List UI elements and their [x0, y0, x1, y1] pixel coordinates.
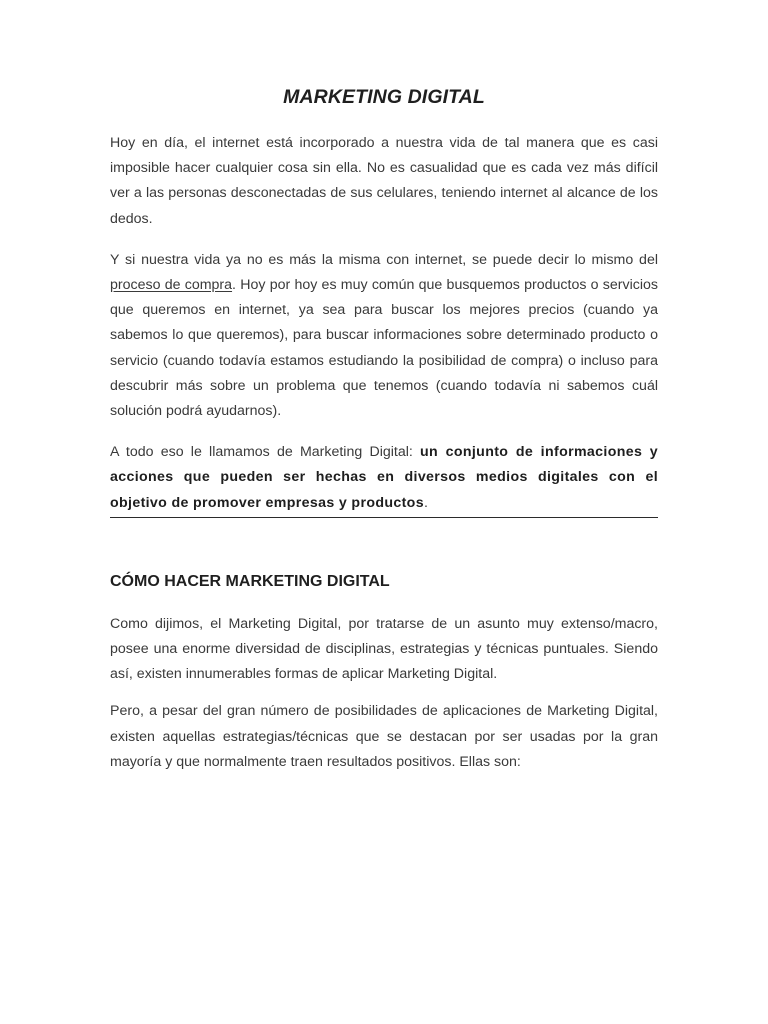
purchase-process-link[interactable]: proceso de compra: [110, 277, 233, 294]
paragraph-disciplines: Como dijimos, el Marketing Digital, por tratarse de un asunto muy extenso/macro, posee una enorme diversidad de disciplinas, estrategias y técnicas puntuales. Siendo así, existen innumerables formas de aplicar Marketing Digital.: [110, 615, 658, 683]
definition-underline-rule: [110, 517, 658, 518]
paragraph-intro: Hoy en día, el internet está incorporado a nuestra vida de tal manera que es casi imposible hacer cualquier cosa sin ella. No es casualidad que es cada vez más difícil ver a las personas desconectadas de sus celulares, teniendo internet al alcance de los dedos.: [110, 135, 658, 227]
document-page: [110, 0, 658, 775]
definition-bold-text: un conjunto de informaciones y acciones que pueden ser hechas en diversos medios digitales con el objetivo de promover empresas y productos: [110, 444, 659, 511]
definition-period: .: [423, 494, 428, 511]
paragraph-purchase-text-start: Y si nuestra vida ya no es más la misma con internet, se puede decir lo mismo del: [110, 251, 658, 268]
paragraph-definition: [110, 440, 658, 516]
definition-intro: A todo eso le llamamos de Marketing Digital:: [110, 444, 421, 461]
document-title: MARKETING DIGITAL: [283, 86, 485, 108]
paragraph-purchase-text-end: . Hoy por hoy es muy común que busquemos productos o servicios que queremos en internet, ya sea para buscar los mejores precios (cuando ya sabemos lo que queremos), para buscar informaciones sobre determinado producto o servicio (cuando todavía estamos estudiando la posibilidad de compra) o incluso para descubrir más sobre un problema que tenemos (cuando todavía ni sabemos cuál solución podrá ayudarnos).: [110, 277, 658, 420]
paragraph-strategies: Pero, a pesar del gran número de posibilidades de aplicaciones de Marketing Digital, existen aquellas estrategias/técnicas que se destacan por ser usadas por la gran mayoría y que normalmente traen resultados positivos. Ellas son:: [110, 703, 658, 770]
paragraph-purchase-process: [110, 248, 658, 424]
section-heading: CÓMO HACER MARKETING DIGITAL: [110, 572, 390, 590]
